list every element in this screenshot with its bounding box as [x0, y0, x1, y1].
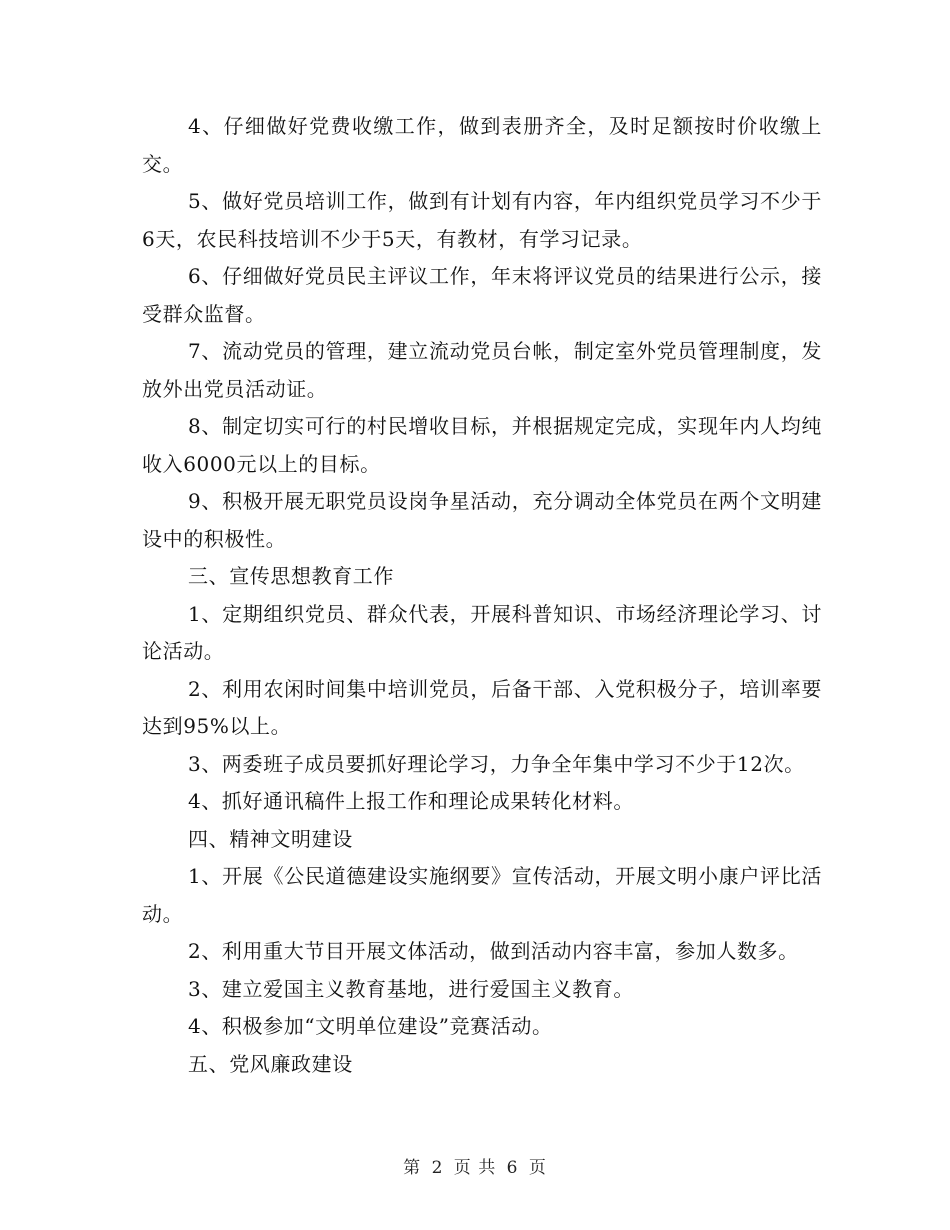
paragraph-festival-activities: 2、利用重大节目开展文体活动，做到活动内容丰富，参加人数多。: [188, 939, 799, 963]
paragraph-committee-study: 3、两委班子成员要抓好理论学习，力争全年集中学习不少于12次。: [188, 751, 805, 776]
paragraph-news-reporting: 4、抓好通讯稿件上报工作和理论成果转化材料。: [188, 789, 634, 813]
section-heading-integrity: 五、党风廉政建设: [188, 1051, 353, 1076]
paragraph-moral-outline: 1、开展《公民道德建设实施纲要》宣传活动，开展文明小康户评比活动。: [142, 864, 822, 926]
section-heading-civilization: 四、精神文明建设: [188, 826, 353, 851]
paragraph-income-target: 8、制定切实可行的村民增收目标，并根据规定完成，实现年内人均纯收入6000元以上的目标。: [142, 414, 822, 476]
paragraph-mobile-members: 7、流动党员的管理，建立流动党员台帐，制定室外党员管理制度，发放外出党员活动证。: [142, 339, 822, 401]
paragraph-democratic-review: 6、仔细做好党员民主评议工作，年末将评议党员的结果进行公示，接受群众监督。: [142, 264, 822, 326]
footer-current-page: 2: [431, 1158, 444, 1178]
paragraph-slack-season-training: 2、利用农闲时间集中培训党员，后备干部、入党积极分子，培训率要达到95%以上。: [142, 676, 822, 738]
page-footer: [0, 1153, 950, 1178]
paragraph-civilized-unit: 4、积极参加“文明单位建设”竞赛活动。: [188, 1014, 553, 1038]
section-heading-propaganda: 三、宣传思想教育工作: [188, 564, 394, 588]
paragraph-study-sessions: 1、定期组织党员、群众代表，开展科普知识、市场经济理论学习、讨论活动。: [142, 601, 822, 663]
footer-prefix: 第: [403, 1158, 422, 1178]
footer-middle: 页 共: [453, 1158, 497, 1178]
document-body: [142, 108, 822, 1083]
footer-total-pages: 6: [506, 1158, 519, 1178]
paragraph-party-fees: 4、仔细做好党费收缴工作，做到表册齐全，及时足额按时价收缴上交。: [142, 114, 822, 176]
paragraph-patriotic-base: 3、建立爱国主义教育基地，进行爱国主义教育。: [188, 976, 634, 1001]
paragraph-star-activity: 9、积极开展无职党员设岗争星活动，充分调动全体党员在两个文明建设中的积极性。: [142, 489, 822, 551]
footer-suffix: 页: [528, 1158, 547, 1178]
paragraph-member-training: 5、做好党员培训工作，做到有计划有内容，年内组织党员学习不少于6天，农民科技培训不少于5天，有教材，有学习记录。: [142, 189, 822, 251]
